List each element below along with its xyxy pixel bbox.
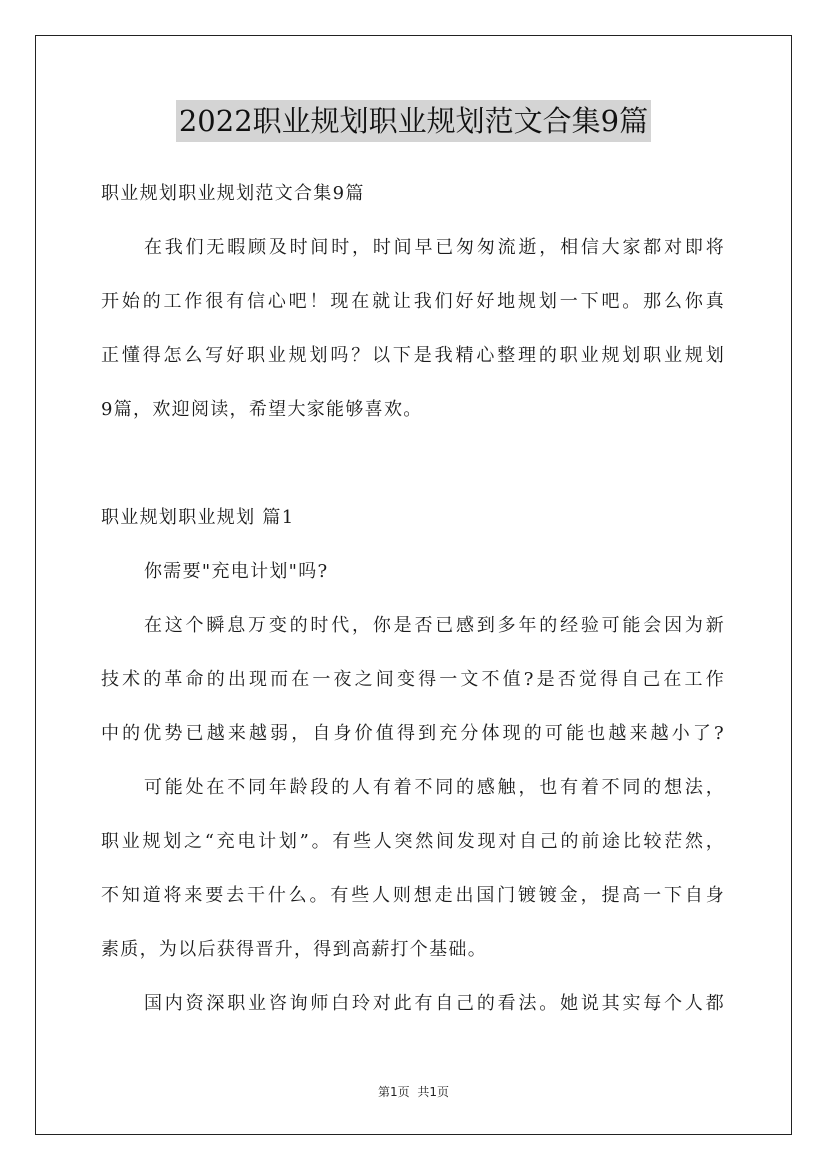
document-subtitle: 职业规划职业规划范文合集9篇 [101, 183, 365, 204]
title-wrapper [0, 100, 827, 142]
intro-line: 在我们无暇顾及时间时，时间早已匆匆流逝，相信大家都对即将 [144, 237, 725, 258]
paragraph-line: 在这个瞬息万变的时代，你是否已感到多年的经验可能会因为新 [144, 615, 725, 636]
paragraph-line: 可能处在不同年龄段的人有着不同的感触，也有着不同的想法， [144, 777, 725, 798]
intro-line: 正懂得怎么写好职业规划吗？以下是我精心整理的职业规划职业规划 [101, 345, 725, 366]
paragraph-line: 中的优势已越来越弱，自身价值得到充分体现的可能也越来越小了? [101, 723, 725, 744]
paragraph-line: 不知道将来要去干什么。有些人则想走出国门镀镀金，提高一下自身 [101, 885, 725, 906]
section-question: 你需要"充电计划"吗? [144, 561, 329, 582]
paragraph-line: 职业规划之“充电计划”。有些人突然间发现对自己的前途比较茫然， [101, 831, 725, 852]
paragraph-line: 技术的革命的出现而在一夜之间变得一文不值?是否觉得自己在工作 [101, 669, 725, 690]
intro-line: 9篇，欢迎阅读，希望大家能够喜欢。 [101, 399, 423, 420]
section-heading: 职业规划职业规划 篇1 [101, 507, 295, 528]
paragraph-line: 素质，为以后获得晋升，得到高薪打个基础。 [101, 939, 487, 960]
page-total: 共1页 [417, 1085, 450, 1099]
intro-line: 开始的工作很有信心吧！现在就让我们好好地规划一下吧。那么你真 [101, 291, 725, 312]
page-footer [0, 1083, 827, 1100]
page-number: 第1页 [377, 1085, 410, 1099]
document-title: 2022职业规划职业规划范文合集9篇 [176, 100, 651, 142]
paragraph-line: 国内资深职业咨询师白玲对此有自己的看法。她说其实每个人都 [144, 993, 725, 1014]
